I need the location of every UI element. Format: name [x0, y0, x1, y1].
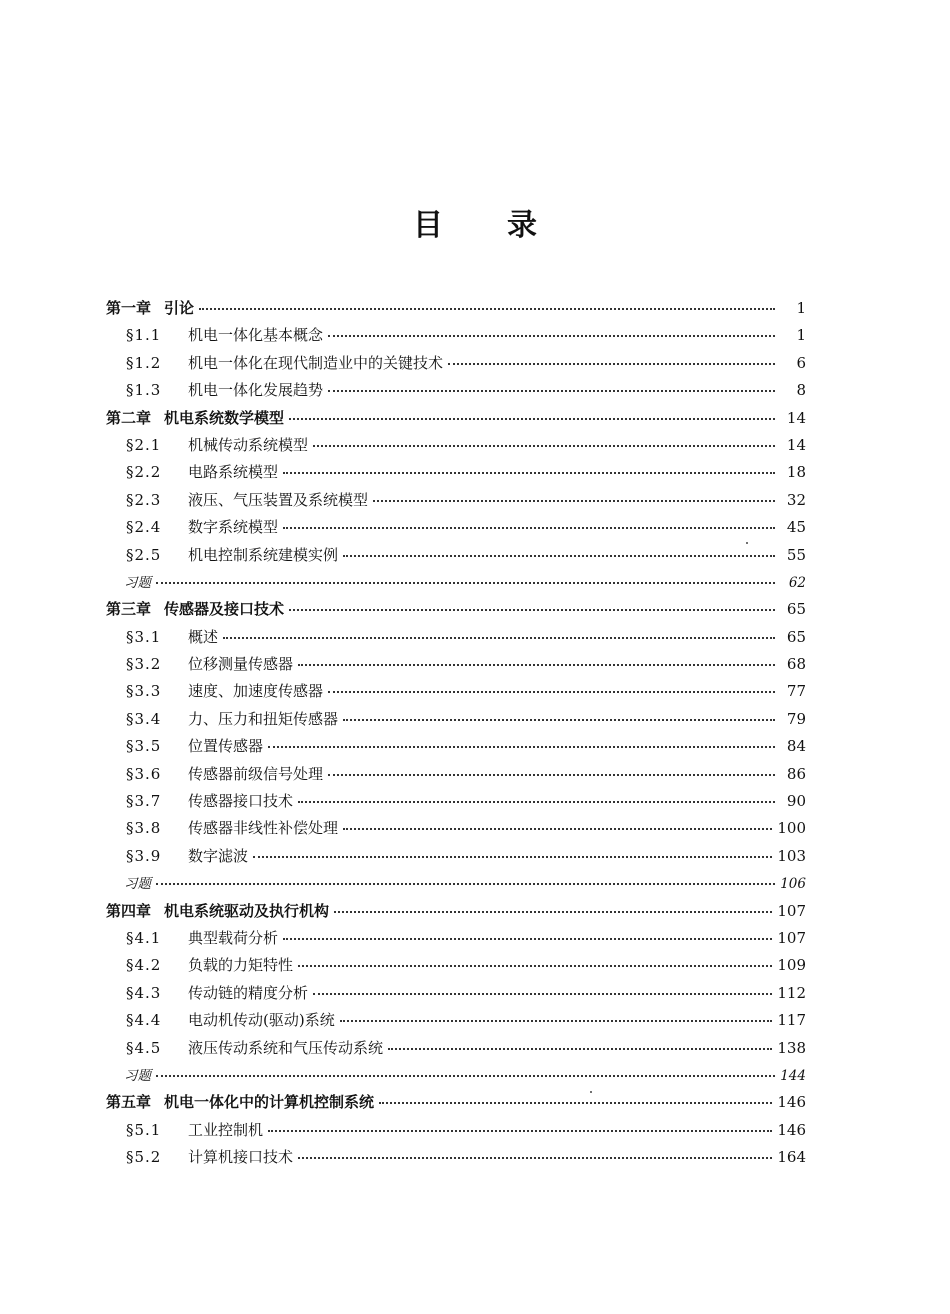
- page-number: 112: [777, 983, 806, 1002]
- page-number: 144: [780, 1067, 806, 1084]
- section-number: §2.3: [126, 490, 162, 509]
- dot-leader: [156, 882, 775, 885]
- dot-leader: [328, 690, 775, 693]
- chapter-title: 机电系统数学模型: [164, 408, 285, 427]
- section-number: §1.3: [126, 381, 162, 400]
- section-title: 数字系统模型: [188, 518, 279, 537]
- section-title: 计算机接口技术: [188, 1148, 294, 1167]
- section-title: 机电一体化在现代制造业中的关键技术: [188, 353, 444, 372]
- toc-entry-chapter[interactable]: [106, 598, 806, 625]
- dot-leader: [313, 992, 772, 995]
- page-number: 86: [786, 764, 806, 783]
- section-number: §3.3: [126, 682, 162, 701]
- title-char-2: 录: [507, 208, 537, 243]
- section-number: §4.3: [126, 983, 162, 1002]
- section-title: 位置传感器: [188, 737, 264, 756]
- section-title: 传感器前级信号处理: [188, 764, 324, 783]
- dot-leader: [283, 471, 775, 474]
- dot-leader: [298, 663, 775, 666]
- dot-leader: [340, 1019, 773, 1022]
- toc-entry-section[interactable]: [106, 489, 806, 516]
- page-number: 117: [777, 1011, 806, 1030]
- page-number: 164: [777, 1148, 806, 1167]
- scan-speck: [590, 1091, 592, 1093]
- dot-leader: [379, 1101, 772, 1104]
- section-number: §3.4: [126, 709, 162, 728]
- toc-entry-section[interactable]: [106, 982, 806, 1009]
- page-number: 146: [777, 1120, 806, 1139]
- toc-entry-section[interactable]: [106, 954, 806, 981]
- section-number: §2.1: [126, 435, 162, 454]
- page-number: 18: [786, 463, 806, 482]
- page-number: 55: [786, 545, 806, 564]
- table-of-contents: [106, 297, 806, 1174]
- page-number: 107: [777, 901, 806, 920]
- toc-entry-section[interactable]: [106, 324, 806, 351]
- dot-leader: [283, 937, 772, 940]
- toc-entry-section[interactable]: [106, 790, 806, 817]
- page-number: 107: [777, 928, 806, 947]
- dot-leader: [298, 964, 772, 967]
- page-number: 32: [786, 490, 806, 509]
- toc-entry-section[interactable]: [106, 680, 806, 707]
- toc-entry-section[interactable]: [106, 461, 806, 488]
- section-number: §3.6: [126, 764, 162, 783]
- page-number: 106: [780, 876, 806, 893]
- page-number: 100: [777, 819, 806, 838]
- section-title: 液压传动系统和气压传动系统: [188, 1038, 384, 1057]
- page-number: 65: [786, 627, 806, 646]
- dot-leader: [156, 1074, 775, 1077]
- exercise-title: 习题: [124, 876, 151, 893]
- toc-entry-section[interactable]: [106, 379, 806, 406]
- dot-leader: [268, 745, 775, 748]
- dot-leader: [298, 1156, 772, 1159]
- dot-leader: [289, 608, 775, 611]
- toc-entry-section[interactable]: [106, 653, 806, 680]
- section-title: 工业控制机: [188, 1120, 264, 1139]
- chapter-title: 机电一体化中的计算机控制系统: [164, 1093, 375, 1112]
- toc-entry-section[interactable]: [106, 817, 806, 844]
- exercise-title: 习题: [124, 574, 151, 591]
- section-title: 数字滤波: [188, 846, 249, 865]
- page-number: 103: [777, 846, 806, 865]
- toc-entry-chapter[interactable]: [106, 407, 806, 434]
- section-number: §3.2: [126, 655, 162, 674]
- toc-entry-section[interactable]: [106, 1119, 806, 1146]
- section-title: 传感器非线性补偿处理: [188, 819, 339, 838]
- toc-entry-section[interactable]: [106, 1009, 806, 1036]
- toc-entry-chapter[interactable]: [106, 297, 806, 324]
- title-char-1: 目: [413, 208, 443, 243]
- section-title: 力、压力和扭矩传感器: [188, 709, 339, 728]
- section-number: §2.2: [126, 463, 162, 482]
- dot-leader: [156, 581, 775, 584]
- toc-entry-section[interactable]: [106, 763, 806, 790]
- section-title: 传动链的精度分析: [188, 983, 309, 1002]
- section-number: §5.2: [126, 1148, 162, 1167]
- dot-leader: [388, 1047, 772, 1050]
- dot-leader: [334, 910, 772, 913]
- toc-entry-exercise[interactable]: [106, 571, 806, 598]
- dot-leader: [328, 773, 775, 776]
- dot-leader: [373, 499, 775, 502]
- dot-leader: [343, 718, 775, 721]
- page-number: 77: [786, 682, 806, 701]
- section-title: 负载的力矩特性: [188, 956, 294, 975]
- page-number: 14: [786, 408, 806, 427]
- toc-entry-section[interactable]: [106, 1037, 806, 1064]
- page-number: 1: [796, 299, 806, 317]
- section-title: 液压、气压装置及系统模型: [188, 490, 369, 509]
- page-number: 45: [786, 518, 806, 537]
- section-number: §4.5: [126, 1038, 162, 1057]
- page-number: 6: [796, 353, 806, 372]
- toc-entry-section[interactable]: [106, 735, 806, 762]
- section-number: §1.1: [126, 326, 162, 345]
- page-number: 68: [786, 655, 806, 674]
- section-title: 典型载荷分析: [188, 928, 279, 947]
- section-number: §4.2: [126, 956, 162, 975]
- page-number: 62: [788, 574, 806, 591]
- toc-entry-section[interactable]: [106, 626, 806, 653]
- page-number: 109: [777, 956, 806, 975]
- dot-leader: [328, 334, 775, 337]
- section-number: §4.1: [126, 928, 162, 947]
- section-number: §5.1: [126, 1120, 162, 1139]
- chapter-number: 第四章: [106, 901, 152, 920]
- page-title: [0, 200, 950, 244]
- section-title: 机电一体化发展趋势: [188, 381, 324, 400]
- dot-leader: [343, 554, 775, 557]
- chapter-number: 第一章: [106, 299, 152, 317]
- toc-entry-section[interactable]: [106, 927, 806, 954]
- toc-entry-chapter[interactable]: [106, 900, 806, 927]
- chapter-title: 传感器及接口技术: [164, 600, 285, 619]
- page-number: 79: [786, 709, 806, 728]
- dot-leader: [223, 636, 775, 639]
- chapter-title: 引论: [164, 299, 195, 317]
- scan-speck: [746, 542, 748, 544]
- section-title: 机电一体化基本概念: [188, 326, 324, 345]
- section-number: §4.4: [126, 1011, 162, 1030]
- chapter-title: 机电系统驱动及执行机构: [164, 901, 330, 920]
- toc-entry-section[interactable]: [106, 845, 806, 872]
- dot-leader: [343, 827, 772, 830]
- page-number: 146: [777, 1093, 806, 1112]
- dot-leader: [283, 526, 775, 529]
- section-title: 机电控制系统建模实例: [188, 545, 339, 564]
- toc-entry-section[interactable]: [106, 434, 806, 461]
- page-number: 1: [796, 326, 806, 345]
- toc-entry-section[interactable]: [106, 1146, 806, 1173]
- page-number: 138: [777, 1038, 806, 1057]
- toc-entry-chapter[interactable]: [106, 1091, 806, 1118]
- section-title: 传感器接口技术: [188, 792, 294, 811]
- dot-leader: [448, 362, 775, 365]
- page-number: 8: [796, 381, 806, 400]
- section-number: §1.2: [126, 353, 162, 372]
- dot-leader: [268, 1129, 772, 1132]
- toc-entry-section[interactable]: [106, 544, 806, 571]
- section-number: §2.5: [126, 545, 162, 564]
- toc-entry-section[interactable]: [106, 516, 806, 543]
- toc-entry-section[interactable]: [106, 352, 806, 379]
- dot-leader: [328, 389, 775, 392]
- toc-entry-exercise[interactable]: [106, 1064, 806, 1091]
- chapter-number: 第三章: [106, 600, 152, 619]
- page-number: 90: [786, 792, 806, 811]
- toc-entry-section[interactable]: [106, 708, 806, 735]
- chapter-number: 第二章: [106, 408, 152, 427]
- dot-leader: [253, 855, 772, 858]
- section-number: §3.5: [126, 737, 162, 756]
- chapter-number: 第五章: [106, 1093, 152, 1112]
- dot-leader: [313, 444, 775, 447]
- page-number: 14: [786, 435, 806, 454]
- section-number: §3.9: [126, 846, 162, 865]
- exercise-title: 习题: [124, 1067, 151, 1084]
- section-title: 概述: [188, 627, 219, 646]
- section-title: 位移测量传感器: [188, 655, 294, 674]
- toc-entry-exercise[interactable]: [106, 872, 806, 899]
- dot-leader: [199, 307, 775, 310]
- section-title: 电动机传动(驱动)系统: [188, 1011, 335, 1030]
- section-number: §3.8: [126, 819, 162, 838]
- section-title: 电路系统模型: [188, 463, 279, 482]
- page-number: 84: [786, 737, 806, 756]
- section-title: 速度、加速度传感器: [188, 682, 324, 701]
- section-title: 机械传动系统模型: [188, 435, 309, 454]
- dot-leader: [298, 800, 775, 803]
- dot-leader: [289, 417, 775, 420]
- section-number: §3.7: [126, 792, 162, 811]
- section-number: §2.4: [126, 518, 162, 537]
- page-number: 65: [786, 600, 806, 619]
- section-number: §3.1: [126, 627, 162, 646]
